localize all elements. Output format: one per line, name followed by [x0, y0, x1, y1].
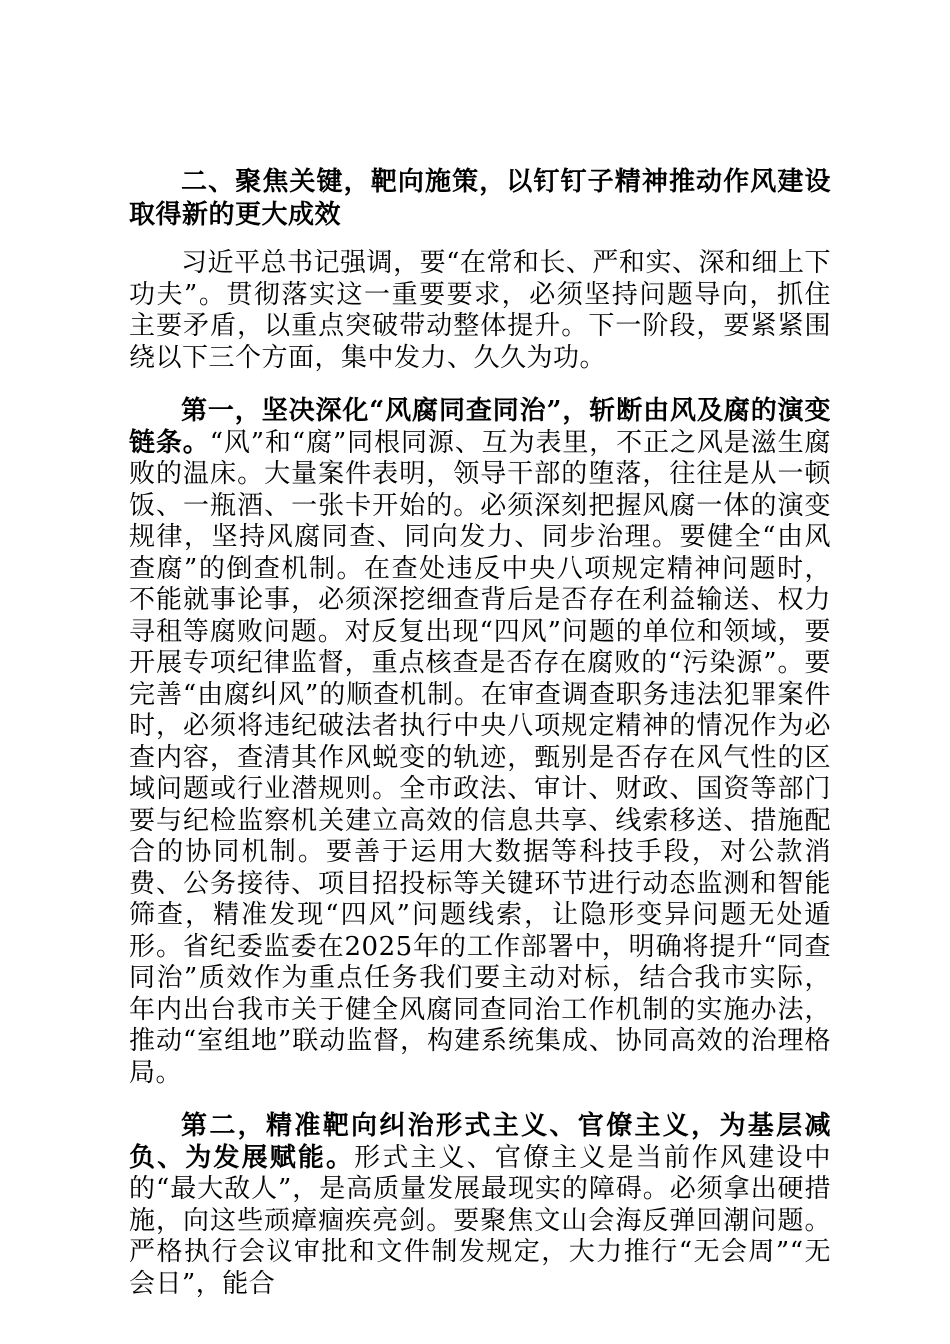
point-one-body: “风”和“腐”同根同源、互为表里，不正之风是滋生腐败的温床。大量案件表明，领导干部的堕落，往往是从一顿饭、一瓶酒、一张卡开始的。必须深刻把握风腐一体的演变规律，坚持风腐同查、同向发力、同步治理。要健全“由风查腐”的倒查机制。在查处违反中央八项规定精神问题时，不能就事论事，必须深挖细查背后是否存在利益输送、权力寻租等腐败问题。对反复出现“四风”问题的单位和领域，要开展专项纪律监督，重点核查是否存在腐败的“污染源”。要完善“由腐纠风”的顺查机制。在审查调查职务违法犯罪案件时，必须将违纪破法者执行中央八项规定精神的情况作为必查内容，查清其作风蜕变的轨迹，甄别是否存在风气性的区域问题或行业潜规则。全市政法、审计、财政、国资等部门要与纪检监察机关建立高效的信息共享、线索移送、措施配合的协同机制。要善于运用大数据等科技手段，对公款消费、公务接待、项目招投标等关键环节进行动态监测和智能筛查，精准发现“四风”问题线索，让隐形变异问题无处遁形。省纪委监委在2025年的工作部署中，明确将提升“同查同治”质效作为重点任务我们要主动对标，结合我市实际，年内出台我市关于健全风腐同查同治工作机制的实施办法，推动“室组地”联动监督，构建系统集成、协同高效的治理格局。 — [129, 427, 831, 1088]
point-two-paragraph — [129, 1111, 831, 1300]
point-one-paragraph — [129, 396, 831, 1089]
intro-paragraph: 习近平总书记强调，要“在常和长、严和实、深和细上下功夫”。贯彻落实这一重要要求，必须坚持问题导向，抓住主要矛盾，以重点突破带动整体提升。下一阶段，要紧紧围绕以下三个方面，集中发力、久久为功。 — [129, 248, 831, 373]
point-two-lead: 第二，精准靶向纠治形式主义、官僚主义，为基层减负、为发展赋能。 — [129, 1111, 831, 1173]
section-heading: 二、聚焦关键，靶向施策，以钉钉子精神推动作风建设取得新的更大成效 — [129, 167, 831, 230]
point-two-body: 形式主义、官僚主义是当前作风建设中的“最大敌人”，是高质量发展最现实的障碍。必须拿出硬措施，向这些顽瘴痼疾亮剑。要聚焦文山会海反弹回潮问题。严格执行会议审批和文件制发规定，大力推行“无会周”“无会日”，能合 — [129, 1142, 831, 1299]
document-page — [129, 166, 831, 1322]
point-one-lead: 第一，坚决深化“风腐同查同治”，斩断由风及腐的演变链条。 — [129, 396, 831, 458]
